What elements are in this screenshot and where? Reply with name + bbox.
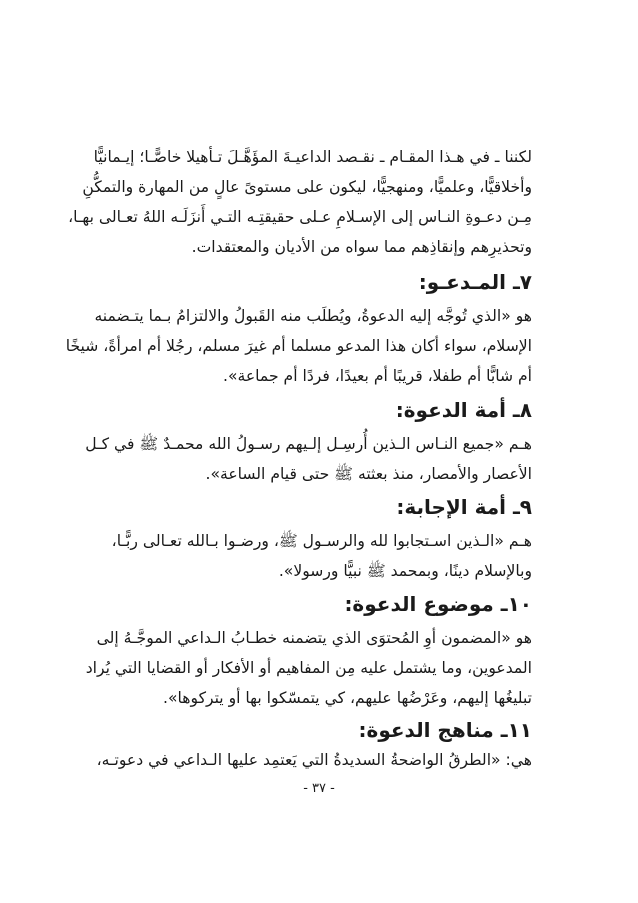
text-line: أم شابًّا أم طفلا، قريبًا أم بعيدًا، فردًا أم جماعة».	[223, 367, 532, 385]
text-line: المدعوين، وما يشتمل عليه مِن المفاهيم أو الأفكار أو القضايا التي يُراد	[85, 659, 532, 677]
text-line: لكننا ـ في هـذا المقـام ـ نقـصد الداعيـةَ المؤَهَّـلَ تـأهيلا خاصًّـا؛ إيـمانيًّا	[93, 148, 532, 166]
section-heading-9: ٩ـ أمة الإجابة:	[396, 495, 532, 519]
text-line: الإسلام، سواء أكان هذا المدعو مسلما أم غيرَ مسلم، رجُلا أم امرأةً، شيخًا	[65, 337, 532, 355]
text-line: وتحذيرِهم وإنقاذِهم مما سواه من الأديان والمعتقدات.	[191, 238, 532, 256]
section-heading-10: ١٠ـ موضوع الدعوة:	[344, 592, 532, 616]
text-line: هو «المضمون أوِ المُحتوَى الذي يتضمنه خطـابُ الـداعي الموجَّـهُ إلى	[96, 629, 532, 647]
text-line: هي: «الطرقُ الواضحةُ السديدةُ التي يَعتمِد عليها الـداعي في دعوتـه،	[96, 751, 532, 769]
text-line: هـم «جميع النـاس الـذين أُرسِـل إلـيهم رسـولُ الله محمـدٌ ﷺ في كـل	[85, 435, 532, 453]
text-line: وأخلاقيًّا، وعلميًّا، ومنهجيًّا، ليكون على مستوىً عالٍ من المهارة والتمكُّنِ	[82, 178, 532, 196]
text-line: هـم «الـذين اسـتجابوا لله والرسـول ﷺ، ورضـوا بـالله تعـالى ربًّـا،	[111, 532, 532, 550]
section-heading-7: ٧ـ المـدعـو:	[418, 270, 532, 294]
page-number: - ٣٧ -	[303, 781, 335, 796]
text-line: الأعصار والأمصار، منذ بعثته ﷺ حتى قيام الساعة».	[205, 465, 532, 483]
section-heading-8: ٨ـ أمة الدعوة:	[395, 398, 532, 422]
section-heading-11: ١١ـ مناهج الدعوة:	[358, 718, 532, 742]
text-line: مِـن دعـوةِ النـاس إلى الإسـلامِ عـلى حقيقتِـه التـي أَنزَلَـه اللهُ تعـالى بهـا،	[68, 208, 532, 226]
text-line: وبالإسلام دينًا، وبمحمد ﷺ نبيًّا ورسولا».	[278, 562, 532, 580]
text-line: هو «الذي تُوجَّه إليه الدعوةُ، ويُطلَب منه القَبولُ والالتزامُ بـما يتـضمنه	[94, 307, 532, 325]
text-line: تبليغُها إليهم، وعَرْضُها عليهم، كي يتمسّكوا بها أو يتركوها».	[163, 689, 532, 707]
